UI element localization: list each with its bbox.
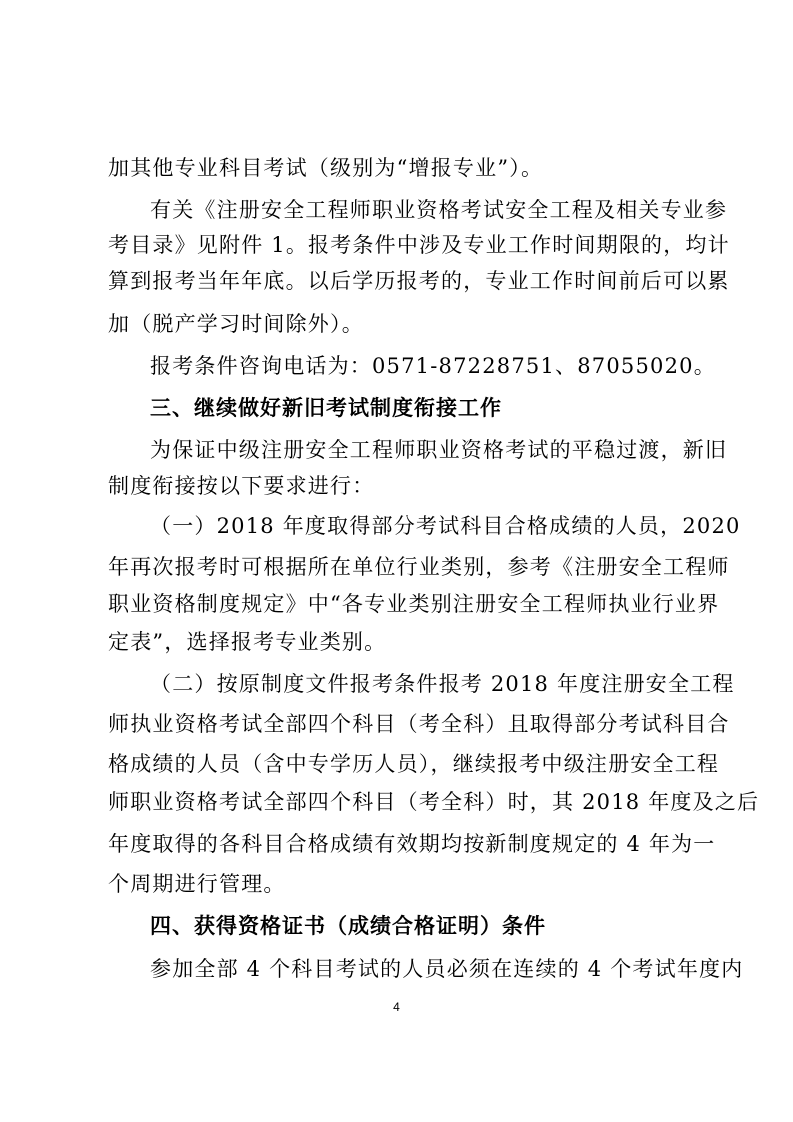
- paragraph-line: 职业资格制度规定》中“各专业类别注册安全工程师执业行业界: [108, 592, 720, 616]
- page-number: 4: [393, 1000, 400, 1014]
- paragraph-line: 个周期进行管理。: [108, 872, 286, 896]
- paragraph-line: 师执业资格考试全部四个科目（考全科）且取得部分考试科目合: [108, 712, 730, 736]
- paragraph-line: 师职业资格考试全部四个科目（考全科）时，其 2018 年度及之后: [108, 790, 760, 814]
- paragraph-line: 为保证中级注册安全工程师职业资格考试的平稳过渡，新旧: [150, 438, 728, 462]
- paragraph-line: 加其他专业科目考试（级别为“增报专业”）。: [108, 156, 544, 180]
- paragraph-line: 年再次报考时可根据所在单位行业类别，参考《注册安全工程师: [108, 555, 730, 579]
- section-heading: 三、继续做好新旧考试制度衔接工作: [150, 396, 502, 420]
- paragraph-line: （二）按原制度文件报考条件报考 2018 年度注册安全工程: [150, 672, 735, 696]
- paragraph-line: 格成绩的人员（含中专学历人员），继续报考中级注册安全工程: [108, 752, 720, 776]
- section-heading: 四、获得资格证书（成绩合格证明）条件: [150, 914, 546, 938]
- paragraph-line: 有关《注册安全工程师职业资格考试安全工程及相关专业参: [150, 198, 728, 222]
- paragraph-line: 参加全部 4 个科目考试的人员必须在连续的 4 个考试年度内: [150, 957, 744, 981]
- paragraph-line: 加（脱产学习时间除外）。: [108, 312, 364, 336]
- paragraph-line: 定表”，选择报考专业类别。: [108, 630, 387, 654]
- paragraph-line: 考目录》见附件 1。报考条件中涉及专业工作时间期限的，均计: [108, 233, 730, 257]
- paragraph-line: （一）2018 年度取得部分考试科目合格成绩的人员，2020: [150, 514, 741, 538]
- paragraph-line: 制度衔接按以下要求进行：: [108, 474, 375, 498]
- paragraph-line: 算到报考当年年底。以后学历报考的，专业工作时间前后可以累: [108, 269, 730, 293]
- paragraph-line: 报考条件咨询电话为：0571-87228751、87055020。: [150, 354, 716, 378]
- paragraph-line: 年度取得的各科目合格成绩有效期均按新制度规定的 4 年为一: [108, 832, 716, 856]
